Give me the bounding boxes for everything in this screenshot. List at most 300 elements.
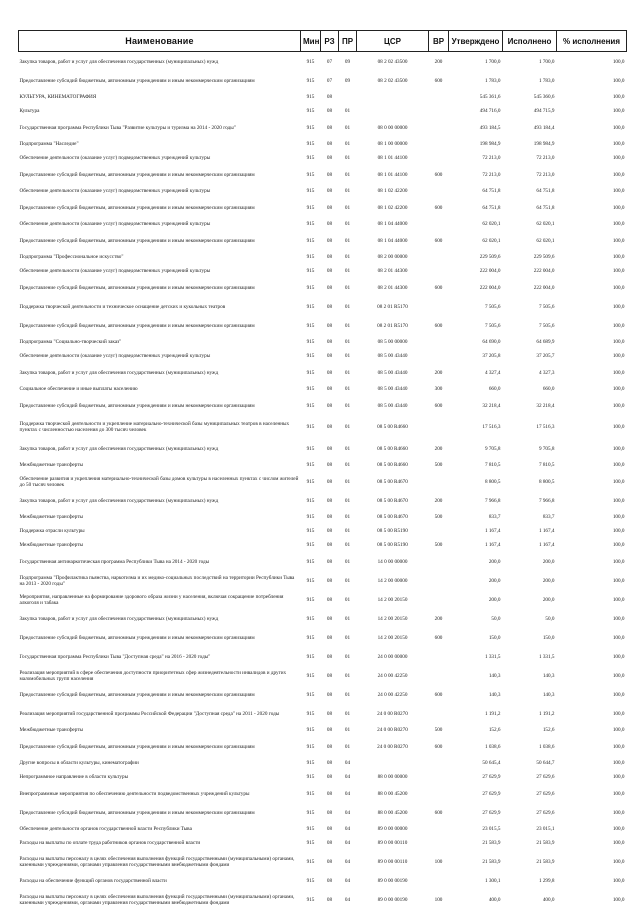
cell-min: 915 xyxy=(301,165,321,184)
cell-csr: 08 5 00 R4670 xyxy=(357,472,429,491)
cell-csr: 89 0 00 00110 xyxy=(357,836,429,850)
cell-min: 915 xyxy=(301,666,321,685)
cell-name: Межбюджетные трансферты xyxy=(19,538,301,552)
cell-name: Расходы на обеспечение функций органов государственной власти xyxy=(19,874,301,888)
cell-vr xyxy=(429,151,449,165)
cell-csr: 08 0 00 00000 xyxy=(357,118,429,137)
cell-csr: 08 2 02 43500 xyxy=(357,52,429,72)
cell-name: Расходы на выплаты персоналу в целях обеспечения выполнения функций государственными (муниципальными) органами, казенными учреждениями, органами управления государственными внебюджетными фондами xyxy=(19,850,301,874)
cell-percent: 100,0 xyxy=(557,90,627,104)
cell-rz: 08 xyxy=(321,590,339,609)
cell-csr: 89 0 00 00190 xyxy=(357,874,429,888)
cell-percent: 100,0 xyxy=(557,524,627,538)
table-row xyxy=(19,770,627,784)
cell-csr: 24 0 00 42250 xyxy=(357,685,429,704)
cell-min: 915 xyxy=(301,184,321,198)
cell-approved: 493 184,5 xyxy=(449,118,503,137)
cell-executed: 200,0 xyxy=(503,552,557,571)
cell-pr: 01 xyxy=(339,278,357,297)
cell-pr: 04 xyxy=(339,850,357,874)
cell-csr: 88 0 00 45200 xyxy=(357,784,429,803)
cell-min: 915 xyxy=(301,888,321,912)
cell-executed: 222 004,0 xyxy=(503,278,557,297)
cell-approved: 37 205,8 xyxy=(449,349,503,363)
cell-name: Подпрограмма "Профилактика пьянства, наркотизма и их медико-социальных последствий на территории Республики Тыва на 2013 - 2020 годы" xyxy=(19,571,301,590)
cell-csr: 08 5 00 R5190 xyxy=(357,538,429,552)
cell-approved: 1 331,5 xyxy=(449,647,503,666)
cell-min: 915 xyxy=(301,803,321,822)
table-row xyxy=(19,822,627,836)
cell-vr: 200 xyxy=(429,439,449,458)
cell-percent: 100,0 xyxy=(557,472,627,491)
cell-rz: 08 xyxy=(321,628,339,647)
cell-csr: 24 0 00 42250 xyxy=(357,666,429,685)
cell-pr: 04 xyxy=(339,822,357,836)
cell-pr: 09 xyxy=(339,52,357,72)
cell-executed: 17 516,3 xyxy=(503,415,557,439)
cell-rz: 08 xyxy=(321,198,339,217)
cell-csr: 89 0 00 00000 xyxy=(357,822,429,836)
cell-percent: 100,0 xyxy=(557,609,627,628)
cell-rz: 08 xyxy=(321,803,339,822)
cell-percent: 100,0 xyxy=(557,538,627,552)
cell-min: 915 xyxy=(301,571,321,590)
cell-csr: 08 2 01 R5170 xyxy=(357,297,429,316)
cell-executed: 493 184,4 xyxy=(503,118,557,137)
table-row xyxy=(19,349,627,363)
cell-csr: 08 5 00 R4660 xyxy=(357,458,429,472)
cell-executed: 833,7 xyxy=(503,510,557,524)
cell-percent: 100,0 xyxy=(557,628,627,647)
cell-rz: 08 xyxy=(321,118,339,137)
cell-pr: 04 xyxy=(339,803,357,822)
cell-rz: 08 xyxy=(321,552,339,571)
cell-name: Поддержка творческой деятельности и укрепление материально-технической базы муниципальных театров в населенных пунктах с численностью населения до 300 тысяч человек xyxy=(19,415,301,439)
table-row xyxy=(19,118,627,137)
cell-vr xyxy=(429,647,449,666)
cell-percent: 100,0 xyxy=(557,874,627,888)
table-row xyxy=(19,784,627,803)
table-row xyxy=(19,165,627,184)
cell-approved: 1 167,4 xyxy=(449,538,503,552)
cell-csr xyxy=(357,90,429,104)
cell-percent: 100,0 xyxy=(557,335,627,349)
cell-min: 915 xyxy=(301,439,321,458)
cell-pr: 01 xyxy=(339,491,357,510)
cell-csr: 08 1 01 44100 xyxy=(357,165,429,184)
cell-percent: 100,0 xyxy=(557,737,627,756)
cell-rz: 08 xyxy=(321,472,339,491)
cell-rz: 08 xyxy=(321,770,339,784)
cell-rz: 08 xyxy=(321,609,339,628)
cell-rz: 08 xyxy=(321,250,339,264)
cell-vr xyxy=(429,184,449,198)
cell-percent: 100,0 xyxy=(557,888,627,912)
cell-pr: 04 xyxy=(339,888,357,912)
cell-executed: 1 167,4 xyxy=(503,538,557,552)
cell-executed: 27 629,6 xyxy=(503,770,557,784)
cell-name: Предоставление субсидий бюджетным, автономным учреждениям и иным некоммерческим организациям xyxy=(19,231,301,250)
cell-name: Другие вопросы в области культуры, кинематографии xyxy=(19,756,301,770)
cell-csr: 08 2 01 44300 xyxy=(357,278,429,297)
cell-min: 915 xyxy=(301,704,321,723)
cell-vr xyxy=(429,90,449,104)
cell-rz: 08 xyxy=(321,297,339,316)
cell-percent: 100,0 xyxy=(557,264,627,278)
cell-min: 915 xyxy=(301,836,321,850)
header-pr: ПР xyxy=(339,31,357,52)
table-row xyxy=(19,472,627,491)
cell-pr: 01 xyxy=(339,137,357,151)
cell-rz: 08 xyxy=(321,382,339,396)
cell-vr xyxy=(429,349,449,363)
cell-approved: 23 015,5 xyxy=(449,822,503,836)
cell-min: 915 xyxy=(301,723,321,737)
cell-pr: 01 xyxy=(339,151,357,165)
cell-csr: 08 2 02 43500 xyxy=(357,71,429,90)
cell-approved: 833,7 xyxy=(449,510,503,524)
cell-vr xyxy=(429,590,449,609)
cell-vr: 500 xyxy=(429,538,449,552)
table-row xyxy=(19,198,627,217)
cell-executed: 8 800,5 xyxy=(503,472,557,491)
cell-csr: 08 1 02 42200 xyxy=(357,184,429,198)
cell-percent: 100,0 xyxy=(557,491,627,510)
cell-csr: 08 1 01 44100 xyxy=(357,151,429,165)
cell-approved: 152,6 xyxy=(449,723,503,737)
cell-csr: 08 5 00 43440 xyxy=(357,396,429,415)
table-row xyxy=(19,666,627,685)
cell-name: Государственная программа Республики Тыва "Доступная среда" на 2016 - 2020 годы" xyxy=(19,647,301,666)
cell-vr xyxy=(429,874,449,888)
cell-pr: 01 xyxy=(339,363,357,382)
table-row xyxy=(19,90,627,104)
cell-min: 915 xyxy=(301,335,321,349)
cell-min: 915 xyxy=(301,90,321,104)
cell-executed: 400,0 xyxy=(503,888,557,912)
cell-pr: 01 xyxy=(339,571,357,590)
cell-vr: 200 xyxy=(429,363,449,382)
cell-min: 915 xyxy=(301,137,321,151)
cell-percent: 100,0 xyxy=(557,363,627,382)
cell-executed: 64 751,8 xyxy=(503,184,557,198)
cell-rz: 08 xyxy=(321,349,339,363)
cell-approved: 62 020,1 xyxy=(449,217,503,231)
cell-executed: 140,3 xyxy=(503,666,557,685)
table-row xyxy=(19,888,627,912)
cell-min: 915 xyxy=(301,737,321,756)
table-row xyxy=(19,704,627,723)
table-header xyxy=(19,31,627,52)
cell-min: 915 xyxy=(301,628,321,647)
cell-approved: 17 516,3 xyxy=(449,415,503,439)
table-row xyxy=(19,491,627,510)
cell-percent: 100,0 xyxy=(557,250,627,264)
cell-approved: 198 984,9 xyxy=(449,137,503,151)
cell-name: Предоставление субсидий бюджетным, автономным учреждениям и иным некоммерческим организациям xyxy=(19,628,301,647)
table-row xyxy=(19,415,627,439)
cell-min: 915 xyxy=(301,250,321,264)
cell-vr: 100 xyxy=(429,850,449,874)
cell-executed: 229 509,6 xyxy=(503,250,557,264)
cell-vr xyxy=(429,250,449,264)
cell-percent: 100,0 xyxy=(557,297,627,316)
cell-min: 915 xyxy=(301,231,321,250)
cell-csr: 24 0 00 R0270 xyxy=(357,737,429,756)
cell-percent: 100,0 xyxy=(557,723,627,737)
cell-pr: 01 xyxy=(339,165,357,184)
cell-min: 915 xyxy=(301,822,321,836)
cell-rz: 08 xyxy=(321,538,339,552)
cell-approved: 1 783,0 xyxy=(449,71,503,90)
table-row xyxy=(19,571,627,590)
cell-min: 915 xyxy=(301,685,321,704)
table-row xyxy=(19,647,627,666)
cell-pr: 01 xyxy=(339,316,357,335)
cell-executed: 9 705,8 xyxy=(503,439,557,458)
cell-executed: 1 331,5 xyxy=(503,647,557,666)
cell-rz: 08 xyxy=(321,184,339,198)
cell-executed: 72 213,0 xyxy=(503,151,557,165)
cell-percent: 100,0 xyxy=(557,151,627,165)
cell-vr xyxy=(429,264,449,278)
cell-percent: 100,0 xyxy=(557,137,627,151)
cell-executed: 198 984,9 xyxy=(503,137,557,151)
cell-name: Закупка товаров, работ и услуг для обеспечения государственных (муниципальных) нужд xyxy=(19,609,301,628)
cell-pr: 01 xyxy=(339,590,357,609)
cell-min: 915 xyxy=(301,151,321,165)
table-row xyxy=(19,874,627,888)
header-rz: РЗ xyxy=(321,31,339,52)
cell-percent: 100,0 xyxy=(557,165,627,184)
header-executed: Исполнено xyxy=(503,31,557,52)
cell-min: 915 xyxy=(301,278,321,297)
table-row xyxy=(19,756,627,770)
cell-rz: 07 xyxy=(321,71,339,90)
cell-approved: 32 218,4 xyxy=(449,396,503,415)
cell-approved: 200,0 xyxy=(449,590,503,609)
cell-rz: 08 xyxy=(321,264,339,278)
cell-name: Обеспечение деятельности (оказание услуг) подведомственных учреждений культуры xyxy=(19,217,301,231)
cell-min: 915 xyxy=(301,363,321,382)
cell-pr: 01 xyxy=(339,704,357,723)
cell-rz: 08 xyxy=(321,439,339,458)
table-row xyxy=(19,250,627,264)
cell-percent: 100,0 xyxy=(557,770,627,784)
table-row xyxy=(19,297,627,316)
cell-percent: 100,0 xyxy=(557,439,627,458)
table-row xyxy=(19,552,627,571)
cell-min: 915 xyxy=(301,510,321,524)
cell-approved: 64 690,0 xyxy=(449,335,503,349)
cell-pr: 01 xyxy=(339,297,357,316)
cell-executed: 222 004,0 xyxy=(503,264,557,278)
cell-executed: 50,0 xyxy=(503,609,557,628)
cell-vr xyxy=(429,118,449,137)
cell-vr xyxy=(429,217,449,231)
cell-executed: 7 966,8 xyxy=(503,491,557,510)
cell-vr: 600 xyxy=(429,316,449,335)
cell-percent: 100,0 xyxy=(557,104,627,118)
cell-rz: 08 xyxy=(321,784,339,803)
cell-pr: 01 xyxy=(339,439,357,458)
cell-min: 915 xyxy=(301,756,321,770)
cell-min: 915 xyxy=(301,770,321,784)
cell-csr: 14 0 00 00000 xyxy=(357,552,429,571)
cell-approved: 545 361,6 xyxy=(449,90,503,104)
cell-rz: 08 xyxy=(321,737,339,756)
table-row xyxy=(19,231,627,250)
cell-executed: 200,0 xyxy=(503,590,557,609)
cell-min: 915 xyxy=(301,874,321,888)
cell-min: 915 xyxy=(301,647,321,666)
cell-percent: 100,0 xyxy=(557,666,627,685)
cell-name: Предоставление субсидий бюджетным, автономным учреждениям и иным некоммерческим организациям xyxy=(19,803,301,822)
cell-min: 915 xyxy=(301,52,321,72)
cell-pr: 04 xyxy=(339,784,357,803)
cell-min: 915 xyxy=(301,458,321,472)
cell-percent: 100,0 xyxy=(557,415,627,439)
cell-pr: 01 xyxy=(339,685,357,704)
cell-csr: 24 0 00 R0270 xyxy=(357,723,429,737)
cell-name: Внепрограммные мероприятия по обеспечению деятельности подведомственных учреждений культуры xyxy=(19,784,301,803)
cell-rz: 08 xyxy=(321,137,339,151)
cell-percent: 100,0 xyxy=(557,382,627,396)
cell-vr xyxy=(429,822,449,836)
cell-percent: 100,0 xyxy=(557,396,627,415)
cell-vr xyxy=(429,472,449,491)
cell-vr: 600 xyxy=(429,396,449,415)
cell-name: Обеспечение деятельности (оказание услуг) подведомственных учреждений культуры xyxy=(19,184,301,198)
cell-percent: 100,0 xyxy=(557,704,627,723)
cell-vr: 200 xyxy=(429,609,449,628)
cell-percent: 100,0 xyxy=(557,647,627,666)
cell-executed: 37 205,7 xyxy=(503,349,557,363)
cell-vr xyxy=(429,552,449,571)
table-row xyxy=(19,137,627,151)
table-row xyxy=(19,685,627,704)
cell-pr: 01 xyxy=(339,349,357,363)
cell-csr: 08 5 00 R4670 xyxy=(357,491,429,510)
cell-vr: 100 xyxy=(429,888,449,912)
cell-name: КУЛЬТУРА, КИНЕМАТОГРАФИЯ xyxy=(19,90,301,104)
table-row xyxy=(19,382,627,396)
cell-rz: 08 xyxy=(321,571,339,590)
cell-name: Обеспечение деятельности органов государственной власти Республики Тыва xyxy=(19,822,301,836)
table-body xyxy=(19,52,627,912)
cell-pr: 01 xyxy=(339,104,357,118)
cell-vr: 500 xyxy=(429,723,449,737)
table-row xyxy=(19,363,627,382)
cell-percent: 100,0 xyxy=(557,118,627,137)
table-row xyxy=(19,850,627,874)
cell-executed: 140,3 xyxy=(503,685,557,704)
cell-min: 915 xyxy=(301,850,321,874)
cell-csr: 24 0 00 00000 xyxy=(357,647,429,666)
cell-rz: 08 xyxy=(321,335,339,349)
cell-csr: 89 0 00 00110 xyxy=(357,850,429,874)
cell-percent: 100,0 xyxy=(557,52,627,72)
cell-executed: 23 015,1 xyxy=(503,822,557,836)
cell-approved: 9 705,8 xyxy=(449,439,503,458)
cell-rz: 08 xyxy=(321,217,339,231)
cell-executed: 7 505,6 xyxy=(503,316,557,335)
cell-executed: 1 191,2 xyxy=(503,704,557,723)
cell-name: Подпрограмма "Профессиональное искусство" xyxy=(19,250,301,264)
cell-vr: 500 xyxy=(429,510,449,524)
table-row xyxy=(19,184,627,198)
cell-approved: 64 751,8 xyxy=(449,198,503,217)
cell-name: Государственная антинаркотическая программа Республики Тыва на 2014 - 2020 годы xyxy=(19,552,301,571)
cell-approved: 50 645,4 xyxy=(449,756,503,770)
cell-pr: 04 xyxy=(339,756,357,770)
cell-percent: 100,0 xyxy=(557,836,627,850)
table-row xyxy=(19,396,627,415)
cell-approved: 4 327,4 xyxy=(449,363,503,382)
cell-pr: 01 xyxy=(339,723,357,737)
cell-csr: 08 1 04 44000 xyxy=(357,231,429,250)
table-row xyxy=(19,628,627,647)
table-row xyxy=(19,538,627,552)
cell-pr: 01 xyxy=(339,231,357,250)
cell-name: Предоставление субсидий бюджетным, автономным учреждениям и иным некоммерческим организациям xyxy=(19,737,301,756)
cell-csr: 08 5 00 R4660 xyxy=(357,439,429,458)
cell-approved: 200,0 xyxy=(449,552,503,571)
cell-approved: 27 629,9 xyxy=(449,784,503,803)
cell-name: Предоставление субсидий бюджетным, автономным учреждениям и иным некоммерческим организациям xyxy=(19,316,301,335)
cell-vr xyxy=(429,571,449,590)
cell-executed: 7 505,6 xyxy=(503,297,557,316)
cell-approved: 72 213,0 xyxy=(449,165,503,184)
cell-name: Мероприятия, направленные на формирование здорового образа жизни у населения, включая сокращение потребления алкоголя и табака xyxy=(19,590,301,609)
cell-name: Государственная программа Республики Тыва "Развитие культуры и туризма на 2014 - 2020 годы" xyxy=(19,118,301,137)
cell-vr xyxy=(429,756,449,770)
cell-pr: 01 xyxy=(339,382,357,396)
cell-executed: 1 038,6 xyxy=(503,737,557,756)
cell-rz: 08 xyxy=(321,685,339,704)
cell-vr: 300 xyxy=(429,382,449,396)
cell-vr: 200 xyxy=(429,491,449,510)
cell-executed: 21 583,9 xyxy=(503,850,557,874)
cell-min: 915 xyxy=(301,217,321,231)
cell-csr: 14 2 00 00000 xyxy=(357,571,429,590)
cell-vr: 600 xyxy=(429,737,449,756)
cell-executed: 1 783,0 xyxy=(503,71,557,90)
header-approved: Утверждено xyxy=(449,31,503,52)
header-percent: % исполнения xyxy=(557,31,627,52)
cell-approved: 7 966,8 xyxy=(449,491,503,510)
cell-min: 915 xyxy=(301,118,321,137)
cell-name: Предоставление субсидий бюджетным, автономным учреждениям и иным некоммерческим организациям xyxy=(19,278,301,297)
cell-pr: 01 xyxy=(339,396,357,415)
cell-min: 915 xyxy=(301,552,321,571)
cell-rz: 08 xyxy=(321,836,339,850)
cell-percent: 100,0 xyxy=(557,756,627,770)
cell-csr: 88 0 00 00000 xyxy=(357,770,429,784)
cell-executed: 21 583,9 xyxy=(503,836,557,850)
cell-approved: 7 505,6 xyxy=(449,297,503,316)
cell-csr: 08 5 00 R4670 xyxy=(357,510,429,524)
cell-vr: 600 xyxy=(429,71,449,90)
cell-min: 915 xyxy=(301,349,321,363)
cell-rz: 08 xyxy=(321,396,339,415)
cell-rz: 07 xyxy=(321,52,339,72)
budget-execution-table xyxy=(18,30,627,912)
table-row xyxy=(19,335,627,349)
table-row xyxy=(19,590,627,609)
budget-execution-sheet xyxy=(18,30,626,912)
cell-name: Межбюджетные трансферты xyxy=(19,723,301,737)
